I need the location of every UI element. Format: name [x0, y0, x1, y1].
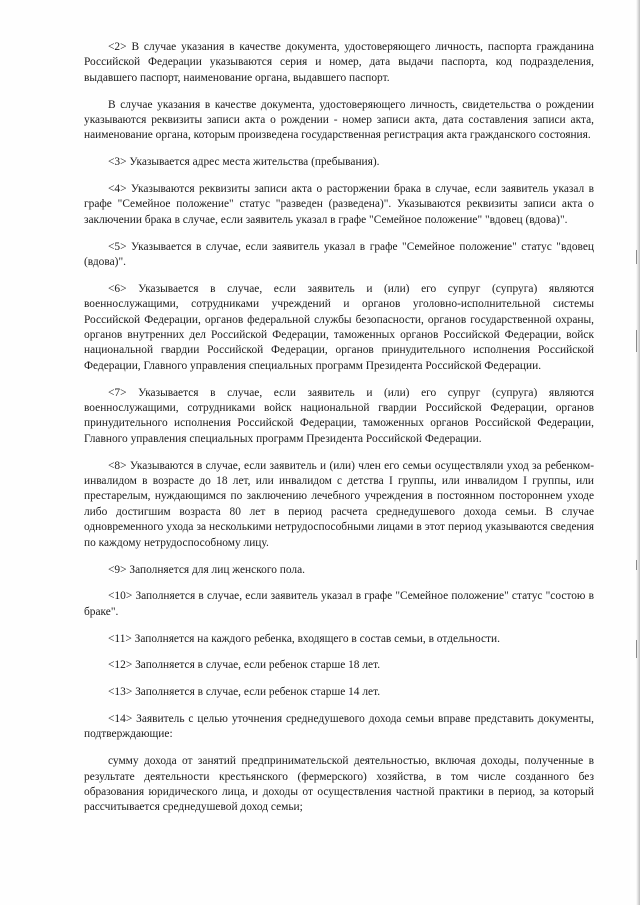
document-text — [84, 40, 594, 827]
footnote-8: <8> Указываются в случае, если заявитель и (или) член его семьи осуществляли уход за ребенком-инвалидом в возрасте до 18 лет, или инвалидом с детства I группы, или инвалидом I группы, или престарелым, нуждающимся по заключению лечебного учреждения в постоянном постороннем уходе либо достигшим возраста 80 лет в период расчета среднедушевого дохода семьи. В случае одновременного ухода за несколькими нетрудоспособными лицами в этот период указываются сведения по каждому нетрудоспособному лицу. — [84, 459, 594, 549]
footnote-10: <10> Заполняется в случае, если заявитель указал в графе "Семейное положение" статус "состою в браке". — [84, 590, 594, 618]
scan-edge — [636, 0, 640, 905]
footnote-2-birth-certificate: В случае указания в качестве документа, удостоверяющего личность, свидетельства о рождении указываются реквизиты записи акта о рождении - номер записи акта, дата составления записи акта, наименование органа, которым произведена государственная регистрация акта гражданского состояния. — [84, 98, 594, 142]
footnote-14: <14> Заявитель с целью уточнения среднедушевого дохода семьи вправе представить документы, подтверждающие: — [84, 712, 594, 741]
footnote-6: <6> Указывается в случае, если заявитель и (или) его супруг (супруга) являются военнослужащими, сотрудниками учреждений и органов уголовно-исполнительной системы Российской Федерации, органов федеральной службы безопасности, органов государственной охраны, органов внутренних дел Российской Федерации, таможенных органов Российской Федерации, войск национальной гвардии Российской Федерации, органов принудительного исполнения Российской Федерации, Главного управления специальных программ Президента Российской Федерации. — [84, 282, 594, 372]
footnote-5: <5> Указывается в случае, если заявитель указал в графе "Семейное положение" статус "вдовец (вдова)". — [84, 240, 594, 269]
scan-speck — [636, 560, 637, 570]
footnote-3: <3> Указывается адрес места жительства (пребывания). — [108, 156, 380, 169]
footnote-9: <9> Заполняется для лиц женского пола. — [108, 563, 306, 576]
scan-speck — [636, 250, 637, 264]
footnote-2-passport: <2> В случае указания в качестве документа, удостоверяющего личность, паспорта гражданина Российской Федерации указываются серия и номер, дата выдачи паспорта, код подразделения, выдавшего паспорт, наименование органа, выдавшего паспорт. — [84, 41, 594, 84]
footnote-13: <13> Заполняется в случае, если ребенок старше 14 лет. — [108, 686, 381, 699]
footnote-12: <12> Заполняется в случае, если ребенок старше 18 лет. — [108, 659, 381, 672]
footnote-7: <7> Указывается в случае, если заявитель и (или) его супруг (супруга) являются военнослужащими, сотрудниками войск национальной гвардии Российской Федерации, органов принудительного исполнения Российской Федерации, таможенных органов Российской Федерации, Главного управления специальных программ Президента Российской Федерации. — [84, 386, 594, 445]
scan-speck — [636, 330, 637, 352]
scan-speck — [636, 640, 637, 658]
footnote-11: <11> Заполняется на каждого ребенка, входящего в состав семьи, в отдельности. — [108, 632, 500, 645]
footnote-4: <4> Указываются реквизиты записи акта о расторжении брака в случае, если заявитель указал в графе "Семейное положение" статус "разведен (разведена)". Указываются реквизиты записи акта о заключении брака в случае, если заявитель указал в графе "Семейное положение" "вдовец (вдова)". — [84, 183, 594, 226]
footnote-14-income-item: сумму дохода от занятий предпринимательской деятельностью, включая доходы, полученные в результате деятельности крестьянского (фермерского) хозяйства, в том числе созданного без образования юридического лица, и доходы от осуществления частной практики в период, за который рассчитывается среднедушевой доход семьи; — [84, 755, 594, 814]
